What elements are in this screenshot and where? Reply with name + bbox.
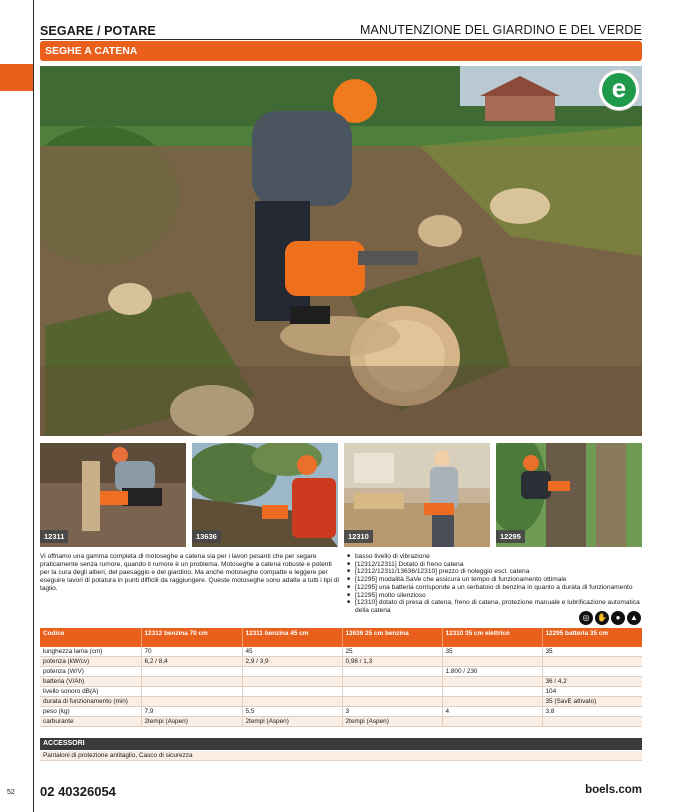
table-row bbox=[40, 657, 642, 667]
column-header: 12310 35 cm elettrico bbox=[442, 628, 542, 647]
website-link[interactable]: boels.com bbox=[585, 784, 642, 796]
column-header: 12295 batteria 35 cm bbox=[542, 628, 642, 647]
table-cell bbox=[342, 667, 442, 677]
table-cell bbox=[442, 717, 542, 727]
feature-item: ■ [12295] una batteria corrisponde a un serbatoio di benzina in quanto a durata di funzionamento bbox=[347, 584, 643, 592]
table-row bbox=[40, 667, 642, 677]
page-number: 52 bbox=[7, 789, 15, 796]
table-cell bbox=[342, 697, 442, 707]
table-cell bbox=[242, 667, 342, 677]
table-cell: 3,8 bbox=[542, 707, 642, 717]
thumbnail-code: 12295 bbox=[496, 530, 525, 543]
thumbnail-12311 bbox=[40, 443, 186, 547]
table-cell: 4 bbox=[442, 707, 542, 717]
phone-number[interactable]: 02 40326054 bbox=[40, 784, 116, 799]
table-cell bbox=[442, 687, 542, 697]
table-row bbox=[40, 677, 642, 687]
table-cell: 5,5 bbox=[242, 707, 342, 717]
table-cell bbox=[542, 657, 642, 667]
accessories-text: Pantaloni di protezione antitaglio, Casco di sicurezza bbox=[40, 751, 642, 761]
column-header: Codice bbox=[40, 628, 141, 647]
row-label: batteria (V/Ah) bbox=[40, 677, 141, 687]
table-cell bbox=[141, 677, 242, 687]
table-cell bbox=[242, 677, 342, 687]
table-cell: 104 bbox=[542, 687, 642, 697]
table-cell bbox=[542, 717, 642, 727]
header-divider bbox=[40, 39, 642, 40]
row-label: lunghezza lama (cm) bbox=[40, 647, 141, 657]
e-label-letter: e bbox=[602, 73, 636, 107]
section-title: SEGHE A CATENA bbox=[40, 41, 642, 61]
feature-item: ■ [12295] molto silenzioso bbox=[347, 592, 643, 600]
row-label: peso (kg) bbox=[40, 707, 141, 717]
hero-photo bbox=[40, 66, 642, 436]
table-cell: 25 bbox=[342, 647, 442, 657]
safety-icons bbox=[579, 611, 641, 625]
table-cell bbox=[542, 667, 642, 677]
thumbnail-12310 bbox=[344, 443, 490, 547]
column-header: 13636 25 cm benzina bbox=[342, 628, 442, 647]
table-cell: 6,2 / 8,4 bbox=[141, 657, 242, 667]
table-cell bbox=[442, 697, 542, 707]
table-cell: 35 bbox=[442, 647, 542, 657]
feature-item: ■ [12310] dotato di presa di catena, freno di catena, protezione manuale e lubrificazione automatica della catena bbox=[347, 599, 643, 614]
table-cell bbox=[442, 657, 542, 667]
table-row bbox=[40, 707, 642, 717]
row-label: durata di funzionamento (min) bbox=[40, 697, 141, 707]
table-cell bbox=[342, 687, 442, 697]
thumbnail-code: 13636 bbox=[192, 530, 221, 543]
thumbnail-code: 12310 bbox=[344, 530, 373, 543]
spec-table bbox=[40, 628, 642, 727]
row-label: potenza (kW/cv) bbox=[40, 657, 141, 667]
table-cell: 2tempi (Aspen) bbox=[242, 717, 342, 727]
category-title: SEGARE / POTARE bbox=[40, 24, 156, 38]
table-cell bbox=[141, 697, 242, 707]
table-row bbox=[40, 687, 642, 697]
table-cell bbox=[141, 687, 242, 697]
thumbnail-12295 bbox=[496, 443, 642, 547]
section-side-tab bbox=[0, 64, 33, 91]
thumbnail-code: 12311 bbox=[40, 530, 68, 543]
chapter-title: MANUTENZIONE DEL GIARDINO E DEL VERDE bbox=[360, 23, 642, 37]
table-cell bbox=[242, 697, 342, 707]
feature-item: ■ basso livello di vibrazione bbox=[347, 553, 643, 561]
table-cell bbox=[342, 677, 442, 687]
table-cell: 45 bbox=[242, 647, 342, 657]
column-header: 12312 benzina 70 cm bbox=[141, 628, 242, 647]
ear-protection-icon: ◎ bbox=[579, 611, 593, 625]
row-label: potenza (W/V) bbox=[40, 667, 141, 677]
accessories-title: ACCESSORI bbox=[40, 738, 642, 750]
feature-list bbox=[347, 553, 643, 615]
table-cell: 2,9 / 3,9 bbox=[242, 657, 342, 667]
margin-rule bbox=[33, 0, 34, 812]
table-cell: 2tempi (Aspen) bbox=[342, 717, 442, 727]
feature-item: ■ [12295] modalità SaVe che assicura un tempo di funzionamento ottimale bbox=[347, 576, 643, 584]
row-label: livello sonoro dB(A) bbox=[40, 687, 141, 697]
safety-shoes-icon: ▲ bbox=[627, 611, 641, 625]
table-cell: 3 bbox=[342, 707, 442, 717]
table-header-row bbox=[40, 628, 642, 647]
table-row bbox=[40, 647, 642, 657]
feature-item: ■ [12312/12311] Dotato di freno catena bbox=[347, 561, 643, 569]
table-cell: 36 / 4,2 bbox=[542, 677, 642, 687]
table-row bbox=[40, 697, 642, 707]
gloves-icon: ✋ bbox=[595, 611, 609, 625]
feature-item: ■ [12312/12311/13636/12310] prezzo di noleggio escl. catena bbox=[347, 568, 643, 576]
table-cell bbox=[442, 677, 542, 687]
table-cell: 7,9 bbox=[141, 707, 242, 717]
table-cell: 35 (SavE attivato) bbox=[542, 697, 642, 707]
table-cell bbox=[141, 667, 242, 677]
table-cell: 2tempi (Aspen) bbox=[141, 717, 242, 727]
table-cell: 0,98 / 1,3 bbox=[342, 657, 442, 667]
column-header: 12311 benzina 45 cm bbox=[242, 628, 342, 647]
row-label: carburante bbox=[40, 717, 141, 727]
e-label-badge bbox=[599, 70, 639, 110]
thumbnail-13636 bbox=[192, 443, 338, 547]
intro-paragraph: Vi offriamo una gamma completa di motoseghe a catena sia per i lavori pesanti che per segare praticamente senza rumore, quando il rumore è un problema. Motoseghe a catena robuste e potenti per la cura degli alberi, del paesaggio e del giardino. Ma anche motoseghe compatte e leggere per eseguire lavori di potatura in punti difficili da raggiungere. Queste motoseghe sono adatte a tutti i tipi di taglio. bbox=[40, 553, 339, 593]
table-cell: 1.800 / 230 bbox=[442, 667, 542, 677]
table-cell: 35 bbox=[542, 647, 642, 657]
helmet-icon: ● bbox=[611, 611, 625, 625]
table-cell: 70 bbox=[141, 647, 242, 657]
table-cell bbox=[242, 687, 342, 697]
table-row bbox=[40, 717, 642, 727]
